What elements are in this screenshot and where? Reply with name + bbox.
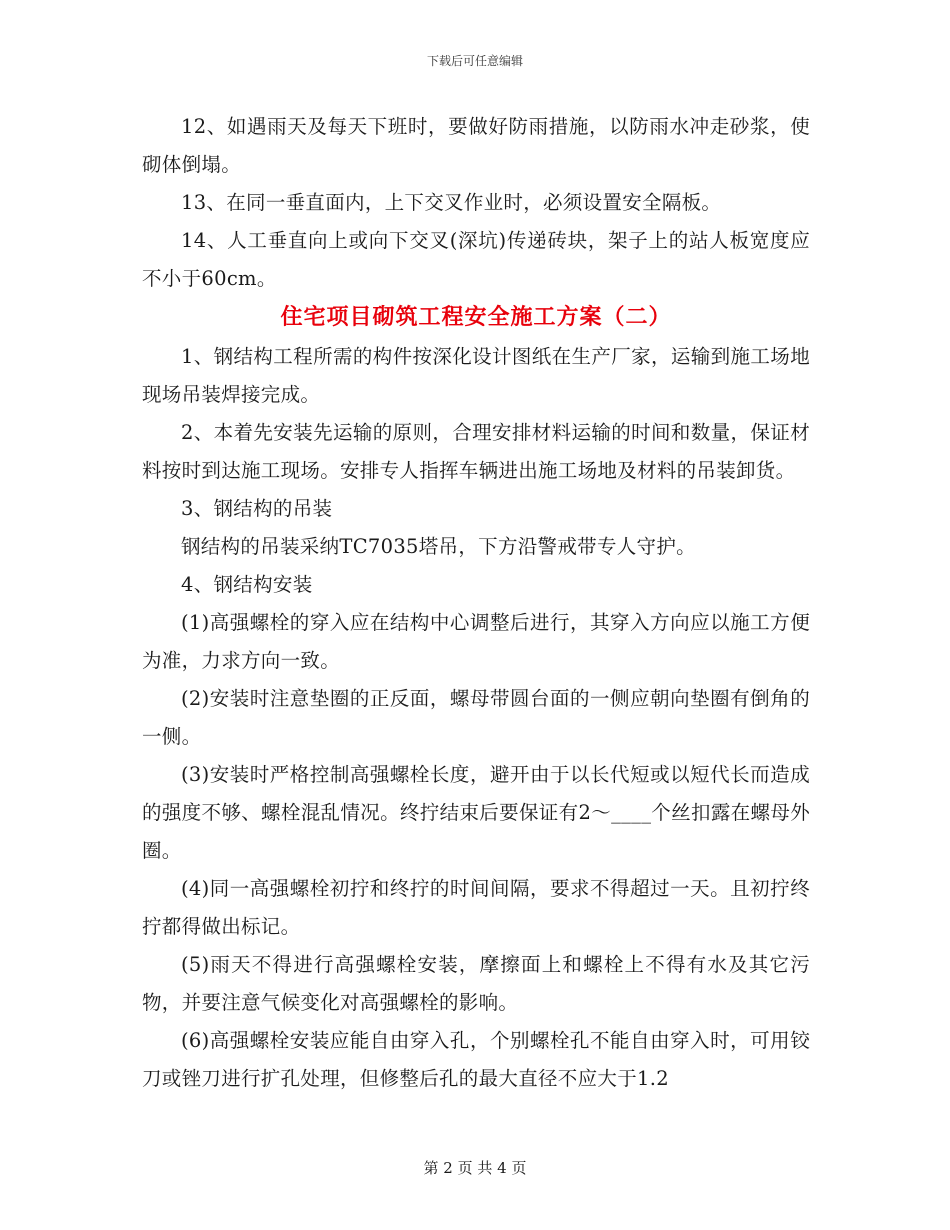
document-body	[142, 108, 810, 1098]
paragraph-item-13: 13、在同一垂直面内，上下交叉作业时，必须设置安全隔板。	[181, 191, 722, 214]
paragraph-item-1: 1、钢结构工程所需的构件按深化设计图纸在生产厂家，运输到施工场地现场吊装焊接完成。	[142, 345, 810, 406]
paragraph-item-14: 14、人工垂直向上或向下交叉(深坑)传递砖块，架子上的站人板宽度应不小于60cm。	[142, 229, 810, 290]
paragraph-item-12: 12、如遇雨天及每天下班时，要做好防雨措施，以防雨水冲走砂浆，使砌体倒塌。	[142, 115, 810, 176]
paragraph-subitem-1: (1)高强螺栓的穿入应在结构中心调整后进行，其穿入方向应以施工方便为准，力求方向一致。	[142, 611, 810, 672]
paragraph-subitem-4: (4)同一高强螺栓初拧和终拧的时间间隔，要求不得超过一天。且初拧终拧都得做出标记。	[142, 877, 810, 938]
page-footer: 第 2 页 共 4 页	[423, 1159, 527, 1177]
paragraph-item-2: 2、本着先安装先运输的原则，合理安排材料运输的时间和数量，保证材料按时到达施工现场。安排专人指挥车辆进出施工场地及材料的吊装卸货。	[142, 421, 810, 482]
paragraph-item-3-body: 钢结构的吊装采纳TC7035塔吊，下方沿警戒带专人守护。	[181, 535, 696, 558]
paragraph-subitem-6: (6)高强螺栓安装应能自由穿入孔，个别螺栓孔不能自由穿入时，可用铰刀或锉刀进行扩孔处理，但修整后孔的最大直径不应大于1.2	[142, 1029, 810, 1090]
paragraph-subitem-2: (2)安装时注意垫圈的正反面，螺母带圆台面的一侧应朝向垫圈有倒角的一侧。	[142, 687, 810, 748]
paragraph-subitem-3: (3)安装时严格控制高强螺栓长度，避开由于以长代短或以短代长而造成的强度不够、螺栓混乱情况。终拧结束后要保证有2～____个丝扣露在螺母外圈。	[142, 763, 810, 862]
paragraph-item-4-heading: 4、钢结构安装	[181, 573, 313, 596]
page-header: 下载后可任意编辑	[426, 54, 523, 68]
section-title: 住宅项目砌筑工程安全施工方案（二）	[280, 305, 672, 330]
paragraph-item-3-heading: 3、钢结构的吊装	[181, 497, 333, 520]
paragraph-subitem-5: (5)雨天不得进行高强螺栓安装，摩擦面上和螺栓上不得有水及其它污物，并要注意气候变化对高强螺栓的影响。	[142, 953, 810, 1014]
